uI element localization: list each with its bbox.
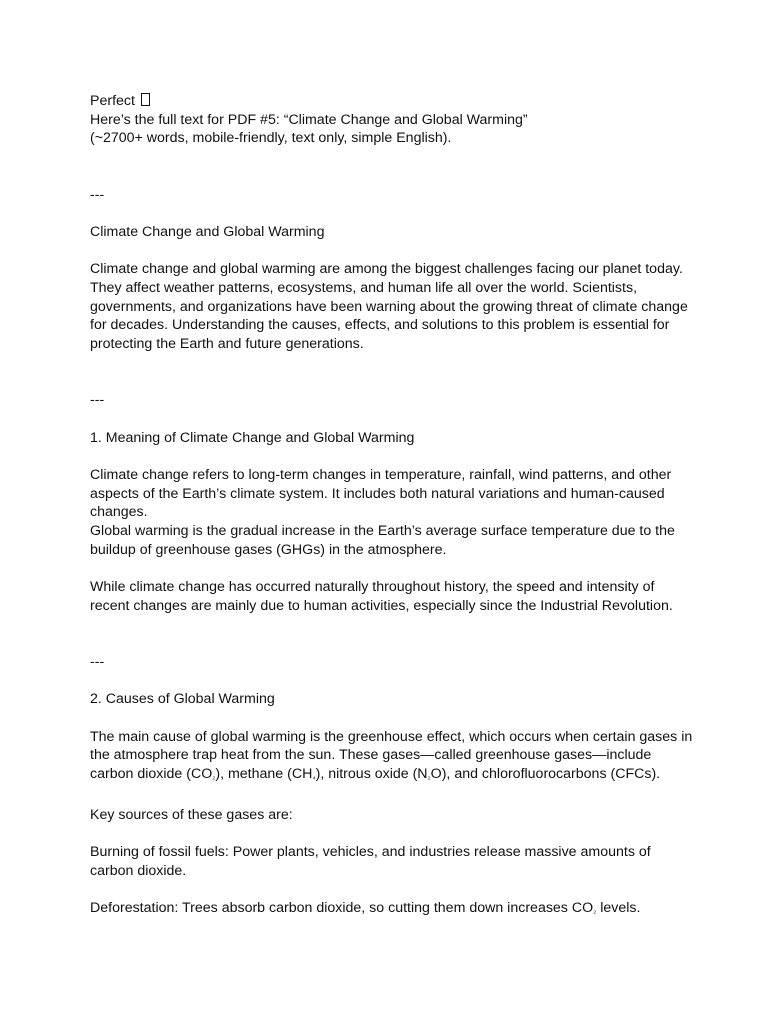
spacer <box>90 709 690 728</box>
spacer <box>90 880 690 899</box>
document-body <box>90 92 693 921</box>
spacer <box>90 447 690 466</box>
deforestation-paragraph: Deforestation: Trees absorb carbon dioxide, so cutting them down increases CO₂ levels. <box>90 900 641 917</box>
spacer <box>90 672 690 691</box>
fossil-fuels-paragraph: Burning of fossil fuels: Power plants, vehicles, and industries release massive amounts of carbon dioxide. <box>90 843 651 879</box>
spacer <box>90 204 690 223</box>
spacer <box>90 242 690 261</box>
intro-line-2: Here’s the full text for PDF #5: “Climate Change and Global Warming” <box>90 111 528 128</box>
separator-2: --- <box>90 392 105 409</box>
section-2-paragraph-1: The main cause of global warming is the greenhouse effect, which occurs when certain gases in the atmosphere trap heat from the sun. These gases—called greenhouse gases—include carbon dioxide (CO₂), methane (CH₄), nitrous oxide (N₂O), and chlorofluorocarbons (CFCs). <box>90 728 690 787</box>
spacer <box>90 148 690 185</box>
document-title: Climate Change and Global Warming <box>90 223 325 240</box>
section-2-heading: 2. Causes of Global Warming <box>90 691 275 708</box>
spacer <box>90 410 690 429</box>
missing-glyph-icon <box>141 93 150 106</box>
spacer <box>90 559 690 578</box>
spacer <box>90 616 690 653</box>
intro-line-1: Perfect <box>90 92 690 111</box>
section-1-paragraph-2: While climate change has occurred naturally throughout history, the speed and intensity of recent changes are mainly due to human activities, especially since the Industrial Revolution. <box>90 579 673 614</box>
intro-line-3: (~2700+ words, mobile-friendly, text only, simple English). <box>90 130 452 147</box>
separator-1: --- <box>90 186 105 203</box>
key-sources-label: Key sources of these gases are: <box>90 806 293 823</box>
spacer <box>90 824 690 843</box>
separator-3: --- <box>90 653 105 670</box>
spacer <box>90 787 690 806</box>
gases-line: carbon dioxide (CO₂), methane (CH₄), nitrous oxide (N₂O), and chlorofluorocarbons (CFCs). <box>90 766 661 783</box>
section-1-heading: 1. Meaning of Climate Change and Global Warming <box>90 429 415 446</box>
intro-paragraph: Climate change and global warming are among the biggest challenges facing our planet today. They affect weather patterns, ecosystems, and human life all over the world. Scientists, governments, and organizations have been warning about the growing threat of climate change for decades. Understanding the causes, effects, and solutions to this problem is essential for protecting the Earth and future generations. <box>90 261 688 353</box>
spacer <box>90 354 690 391</box>
section-1-paragraph-1: Climate change refers to long-term changes in temperature, rainfall, wind patterns, and other aspects of the Earth’s climate system. It includes both natural variations and human-caused changes. Global warming is the gradual increase in the Earth’s average surface temperature due to the buildup of greenhouse gases (GHGs) in the atmosphere. <box>90 466 675 558</box>
intro-block <box>90 92 690 148</box>
